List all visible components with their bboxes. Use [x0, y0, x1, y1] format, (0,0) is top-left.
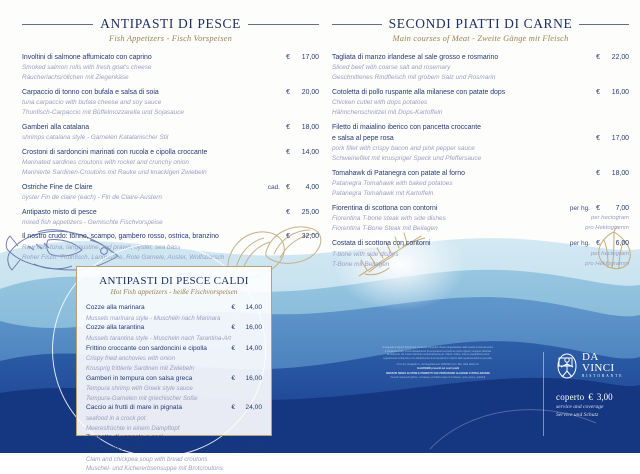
item-name: Involtini di salmone affumicato con caprino	[22, 54, 152, 61]
item-translation-en	[332, 214, 629, 224]
menu-item	[22, 231, 319, 262]
legal-line: il consumo crudo, previa abbattimento di temperatura secondo le norme vigenti, vengono effettuati	[385, 349, 491, 353]
item-row	[86, 303, 262, 314]
legal-heading: SERVIZIO SENZA GLUTINE E PRODOTTI CHE PROCURANO ALLERGIE O INTOLLERANZE	[386, 371, 490, 375]
item-price: 7,00	[615, 204, 629, 212]
section-meat-main-courses	[332, 16, 629, 270]
item-translation-de	[22, 253, 319, 263]
service-note-en: service and coverage	[556, 404, 604, 411]
legal-line: Si segnala ai signori Clienti che si intende surgelato. Buona degustazione dalla nostra cucina dei pesci,	[382, 346, 494, 349]
item-currency: €	[286, 233, 290, 241]
item-translation-en	[22, 63, 319, 73]
item-price: 14,00	[245, 344, 262, 352]
item-translation-de	[86, 464, 262, 474]
translation-text: Muschel- und Kichererbsensuppe mit Brotcroutons	[86, 465, 223, 473]
translation-text: Fiorentina T-bone steak with side dishes	[332, 215, 446, 223]
item-currency: €	[231, 445, 235, 453]
item-row	[22, 122, 319, 133]
item-price: 22,00	[611, 54, 629, 61]
item-name: Costata di scottona con contorni	[332, 240, 431, 248]
item-row	[86, 344, 262, 355]
translation-text: Patanegra Tomahawk with baked potatoes	[332, 180, 453, 188]
menu-item	[22, 122, 319, 143]
item-currency: €	[596, 204, 600, 212]
item-row	[86, 433, 262, 444]
item-name: Il nostro crudo: tonno, scampo, gambero rosso, ostrica, branzino	[22, 233, 219, 241]
item-currency: €	[231, 374, 235, 382]
item-row	[332, 122, 629, 133]
item-translation-en	[22, 133, 319, 143]
translation-text: Schweinefilet mit knuspriger Speck und Pfeffersauce	[332, 155, 482, 163]
item-price: 18,00	[301, 123, 319, 131]
cover-charge-value: 3,00	[596, 392, 613, 403]
cover-charge-currency: €	[588, 392, 593, 403]
header-rule-right	[579, 24, 629, 25]
item-row	[22, 52, 319, 63]
translation-text: Clam and chickpea soup with bread croutons	[86, 455, 208, 463]
item-price: 18,00	[611, 169, 629, 177]
item-translation-en	[86, 354, 262, 364]
item-currency: €	[286, 208, 290, 216]
translation-text: pork fillet with crispy bacon and pink pepper sauce	[332, 145, 475, 153]
item-row	[86, 374, 262, 385]
menu-item	[86, 374, 262, 404]
menu-item	[332, 168, 629, 199]
item-name: Filetto di maialino iberico con pancetta croccante	[332, 123, 481, 131]
item-row	[332, 168, 629, 179]
menu-item-list	[332, 52, 629, 270]
card-title: ANTIPASTI DI PESCE CALDI	[99, 275, 249, 287]
item-translation-de	[332, 108, 629, 118]
item-row	[332, 238, 629, 250]
item-translation-en	[86, 334, 262, 344]
item-price: 14,00	[301, 148, 319, 156]
item-currency: €	[231, 404, 235, 412]
translation-text: Knusprig frittierte Sardinen mit Zwiebeln	[86, 364, 195, 372]
translation-text: tuna carpaccio with bufala cheese and soy sauce	[22, 99, 162, 107]
translation-text: seafood in a crock pot	[86, 415, 146, 423]
section-header	[22, 16, 319, 32]
item-currency: €	[286, 183, 290, 191]
item-price: 17,00	[611, 135, 629, 142]
menu-item	[86, 433, 262, 474]
item-price: 24,00	[245, 404, 262, 412]
header-rule-right	[248, 24, 319, 25]
item-name: Cozze alla tarantina	[86, 324, 145, 332]
translation-text: T-Bone mit Beilagen	[332, 260, 390, 268]
menu-item	[22, 207, 319, 228]
item-price: 32,00	[301, 233, 319, 241]
translation-text: Mussels marinara style - Muscheln nach Marinara	[86, 314, 221, 322]
item-name-line2: e salsa al pepe rosa	[332, 135, 394, 142]
translation-text: Meeresfrüchte in einem Dampftopf	[86, 424, 180, 432]
item-currency: €	[596, 240, 600, 248]
menu-item	[86, 344, 262, 374]
item-translation-de	[22, 73, 319, 83]
item-name: Zuppetta di vongole e ceci	[86, 434, 163, 442]
translation-text: Sliced beef with coarse salt and rosemary	[332, 64, 451, 72]
translation-unit: pro Hektogramm	[585, 225, 629, 232]
item-translation-de	[86, 364, 262, 374]
translation-text: oyster Fin de claire (each) - Fin de Claire-Austern	[22, 194, 162, 202]
item-row	[22, 182, 319, 194]
section-hot-fish-appetizers	[76, 266, 272, 473]
item-currency: €	[286, 123, 290, 131]
item-unit: cad.	[267, 183, 280, 191]
restaurant-logo	[556, 352, 634, 420]
item-translation-en	[86, 414, 262, 424]
item-translation-de	[332, 189, 629, 199]
item-currency: €	[231, 344, 235, 352]
translation-text: Geschnittenes Rindfleisch mit grobem Salz und Rosmarin	[332, 74, 496, 82]
menu-item	[332, 87, 629, 118]
translation-text: Patanegra Tomahawk mit Kartoffeln	[332, 190, 434, 198]
menu-item	[22, 52, 319, 83]
item-translation-de	[22, 168, 319, 178]
vitruvian-man-logo-icon	[556, 353, 578, 379]
logo-line-2: VINCI	[582, 362, 615, 375]
item-name: Tagliata di manzo irlandese al sale grosso e rosmarino	[332, 54, 499, 61]
section-subtitle: Fish Appetizers - Fisch Vorspeisen	[109, 34, 232, 43]
item-currency: €	[231, 304, 235, 311]
item-row	[22, 87, 319, 98]
item-price: 20,00	[301, 88, 319, 96]
item-currency: €	[286, 54, 290, 61]
section-title: ANTIPASTI DI PESCE	[100, 16, 241, 31]
menu-item	[22, 182, 319, 204]
logo-line-3: RISTORANTE	[582, 374, 624, 379]
item-name: Gamberi in tempura con salsa greca	[86, 374, 193, 382]
item-currency: €	[286, 88, 290, 96]
item-name: Cotoletta di pollo ruspante alla milanese con patate dops	[332, 88, 506, 96]
card-subtitle: Hot Fish appetizers - heiße Fischvorspeisen	[110, 288, 238, 296]
item-translation-en	[332, 250, 629, 260]
translation-text: Marinated sardines croutons with rocket and crunchy onion	[22, 158, 189, 166]
cover-charge-label: coperto	[556, 392, 585, 403]
item-translation-en	[22, 218, 319, 228]
section-fish-appetizers	[22, 16, 319, 263]
menu-item	[332, 52, 629, 83]
item-name: Tomahawk di Patanegra con patate al forno	[332, 169, 465, 177]
item-name: Carpaccio di tonno con bufala e salsa di soia	[22, 88, 159, 96]
translation-text: Crispy fried anchovies with onion	[86, 355, 176, 363]
translation-unit: per hectogram	[591, 250, 629, 257]
legal-line: Cereali contenenti glutine, crostacei e prodotti a base di crostacei, uova, pesce, arachidi,	[390, 375, 486, 379]
logo-divider	[543, 352, 544, 436]
item-unit: per hg.	[569, 240, 590, 248]
item-currency: €	[596, 135, 600, 142]
translation-text: Thunfisch-Carpaccio mit Büffelmozzarella und Sojasauce	[22, 109, 184, 117]
item-translation-en	[22, 98, 319, 108]
item-translation-en	[22, 243, 319, 253]
menu-item-list	[86, 303, 262, 474]
item-translation-de	[86, 424, 262, 434]
item-name: Ostriche Fine de Claire	[22, 183, 93, 191]
item-translation-de	[86, 394, 262, 404]
item-price: 16,00	[245, 374, 262, 382]
translation-unit: per hectogram	[591, 215, 629, 222]
item-currency: €	[596, 169, 600, 177]
menu-item-list	[22, 52, 319, 263]
section-header	[332, 16, 629, 32]
item-row-continued	[86, 444, 262, 455]
item-name: Antipasto misto di pesce	[22, 208, 97, 216]
item-price: 16,00	[245, 324, 262, 332]
item-unit: per hg.	[569, 204, 590, 212]
item-currency: €	[286, 148, 290, 156]
item-currency: €	[596, 88, 600, 96]
item-row	[332, 52, 629, 63]
translation-text: Marinierte Sardinen-Croutons mit Rauke und knackigen Zwiebeln	[22, 168, 207, 176]
item-name: Gamberi alla catalana	[22, 123, 90, 131]
item-price: 17,00	[301, 54, 319, 61]
translation-text: Tempura shrimp with Greek style sauce	[86, 385, 193, 393]
item-name-line2: con crostini di pane	[86, 445, 143, 453]
item-price: 25,00	[301, 208, 319, 216]
logo-wordmark	[582, 352, 623, 379]
translation-text: Mussels tarantina style - Muscheln nach Tarantina-Art	[86, 334, 232, 342]
menu-item	[332, 122, 629, 165]
legal-heading: ALLERGENI presenti nei nostri piatti	[416, 366, 460, 370]
item-translation-en	[22, 193, 319, 203]
section-subtitle: Main courses of Meat - Zweite Gänge mit Fleisch	[392, 34, 569, 43]
translation-text: Tempura-Garnelen mit griechischer Soße	[86, 394, 198, 402]
logo-lockup	[556, 352, 634, 379]
item-name: Crostoni di sardoncini marinati con rucola e cipolla croccante	[22, 148, 208, 156]
item-row	[22, 147, 319, 158]
header-rule-left	[332, 24, 382, 25]
translation-unit: pro Hektogramm	[585, 260, 629, 267]
item-translation-en	[332, 179, 629, 189]
item-translation-de	[332, 73, 629, 83]
legal-line: direttamente nel nostro ristorante esclusivamente per i clienti. Inoltre, tutte le preparazioni sono	[386, 353, 490, 357]
item-price: 4,00	[305, 183, 319, 191]
item-row	[22, 231, 319, 242]
item-translation-de	[332, 154, 629, 164]
item-translation-en	[332, 144, 629, 154]
item-price: 14,00	[245, 304, 262, 311]
menu-item	[332, 203, 629, 235]
item-name: Frittino croccante con sardoncini e cipolla	[86, 344, 207, 352]
translation-text: Fiorentina T-Bone Steak mit Beilagen	[332, 225, 438, 233]
translation-text: T-bone with side dishes	[332, 250, 399, 258]
menu-item	[22, 87, 319, 118]
item-price: 6,00	[615, 240, 629, 248]
legal-line: Art.to 44, paragrafo 2 , del Regolamento 1169/2011 (Un. Min. della Salute Nr.	[396, 362, 480, 366]
item-name: Cozze alla marinara	[86, 304, 145, 311]
header-rule-left	[22, 24, 93, 25]
translation-text: Smoked salmon rolls with fresh goat's cheese	[22, 64, 152, 72]
item-name: Fiorentina di scottona con contorni	[332, 204, 438, 212]
cover-charge	[556, 392, 634, 402]
item-translation-de	[22, 108, 319, 118]
item-translation-en	[332, 63, 629, 73]
item-row-continued	[332, 133, 629, 144]
service-note-de: Service und Schutz	[556, 412, 599, 419]
item-translation-en	[86, 384, 262, 394]
translation-text: Raw fish: tuna, langoustine, red prawn, oyster, sea bass	[22, 243, 181, 251]
translation-text: mixed fish appetizers - Gemischte Fischvorspeise	[22, 218, 163, 226]
item-row	[332, 203, 629, 215]
item-translation-en	[22, 158, 319, 168]
item-translation-en	[332, 98, 629, 108]
item-row	[22, 207, 319, 218]
translation-text: Räucherlachsröllchen mit Ziegenkäse	[22, 74, 129, 82]
item-row	[86, 403, 262, 414]
item-translation-de	[332, 224, 629, 234]
menu-item	[22, 147, 319, 178]
logo-line-1: DA	[582, 351, 599, 363]
allergen-disclaimer	[358, 346, 518, 379]
item-translation-en	[86, 455, 262, 465]
legal-line: regolarmente sottoposte a un abbattimento di temperatura in rispetto alla regolamentazione generale.	[383, 357, 493, 361]
item-row	[86, 323, 262, 334]
translation-text: Chicken cutlet with dops potatoes	[332, 99, 428, 107]
item-translation-de	[332, 260, 629, 270]
item-name: Caccio ai frutti di mare in pignata	[86, 404, 183, 412]
menu-item	[86, 323, 262, 343]
menu-item	[332, 238, 629, 270]
translation-text: Hähnchenschnitzel mit Dops-Kartoffeln	[332, 109, 443, 117]
menu-item	[86, 303, 262, 323]
translation-text: shrimps catalana style - Garnelen Katalanischer Stil	[22, 134, 169, 141]
menu-item	[86, 403, 262, 433]
translation-text: Roher Fisch: Thunfisch, Langustine, Rote Garnele, Auster, Wolfsbarsch	[22, 253, 225, 261]
item-currency: €	[596, 54, 600, 61]
item-price: 16,00	[611, 88, 629, 96]
item-translation-en	[86, 314, 262, 324]
item-row	[332, 87, 629, 98]
item-price: 15,00	[245, 445, 262, 453]
section-title: SECONDI PIATTI DI CARNE	[388, 16, 573, 31]
item-currency: €	[231, 324, 235, 332]
